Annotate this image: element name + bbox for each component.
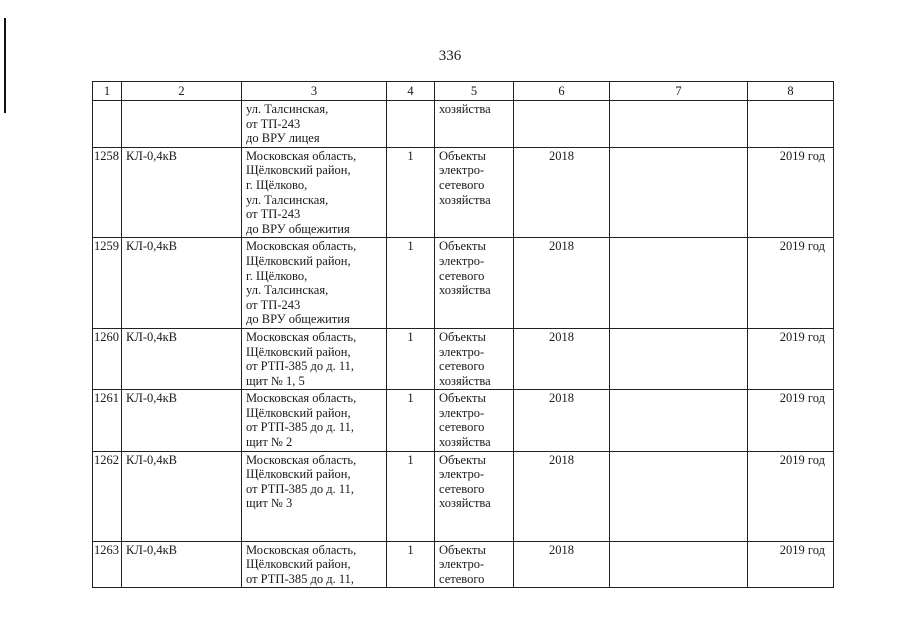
year-cell: 2018 — [514, 147, 610, 238]
category-cell — [435, 238, 514, 329]
deadline-cell — [748, 101, 834, 148]
category-cell-line: сетевого — [439, 481, 485, 496]
address-cell-line: Щёлковский район, — [246, 405, 351, 420]
column-header: 6 — [514, 82, 610, 101]
address-cell-line: от ТП-243 — [246, 207, 301, 222]
category-cell-line: электро- — [439, 405, 485, 420]
category-cell — [435, 541, 514, 588]
address-cell — [242, 541, 387, 588]
category-cell-line: Объекты — [439, 329, 486, 344]
category-cell — [435, 101, 514, 148]
table-row — [93, 101, 834, 148]
column-7-cell — [610, 147, 748, 238]
quantity-cell: 1 — [387, 238, 435, 329]
address-cell — [242, 390, 387, 451]
object-cell: КЛ-0,4кВ — [122, 541, 242, 588]
address-cell — [242, 147, 387, 238]
table-row — [93, 451, 834, 541]
deadline-cell: 2019 год — [748, 328, 834, 389]
row-number-cell: 1261 — [93, 390, 122, 451]
address-cell — [242, 238, 387, 329]
address-cell-line: от РТП-385 до д. 11, — [246, 571, 354, 586]
address-cell-line: Щёлковский район, — [246, 467, 351, 482]
category-cell-line: Объекты — [439, 542, 486, 557]
object-cell: КЛ-0,4кВ — [122, 451, 242, 541]
address-cell-line: щит № 3 — [246, 496, 293, 511]
address-cell-line: г. Щёлково, — [246, 268, 308, 283]
quantity-cell: 1 — [387, 147, 435, 238]
deadline-cell: 2019 год — [748, 390, 834, 451]
category-cell-line: электро- — [439, 163, 485, 178]
column-7-cell — [610, 390, 748, 451]
header-row — [93, 82, 834, 101]
category-cell — [435, 328, 514, 389]
address-cell-line: Московская область, — [246, 391, 357, 406]
category-cell-line: хозяйства — [439, 283, 491, 298]
address-cell-line: щит № 1, 5 — [246, 373, 305, 388]
table-row — [93, 390, 834, 451]
category-cell — [435, 451, 514, 541]
quantity-cell: 1 — [387, 541, 435, 588]
address-cell-line: Щёлковский район, — [246, 163, 351, 178]
address-cell-line: ул. Талсинская, — [246, 192, 329, 207]
year-cell: 2018 — [514, 238, 610, 329]
object-cell: КЛ-0,4кВ — [122, 238, 242, 329]
address-cell-line: щит № 2 — [246, 435, 293, 450]
address-cell-line: Московская область, — [246, 542, 357, 557]
table-row — [93, 541, 834, 588]
address-cell-line: от ТП-243 — [246, 297, 301, 312]
address-cell-line: от РТП-385 до д. 11, — [246, 420, 354, 435]
column-7-cell — [610, 451, 748, 541]
column-7-cell — [610, 328, 748, 389]
category-cell-line: Объекты — [439, 391, 486, 406]
column-header: 4 — [387, 82, 435, 101]
row-number-cell: 1259 — [93, 238, 122, 329]
object-cell: КЛ-0,4кВ — [122, 147, 242, 238]
address-cell-line: от РТП-385 до д. 11, — [246, 481, 354, 496]
table-row — [93, 328, 834, 389]
row-number-cell: 1263 — [93, 541, 122, 588]
address-cell-line: Щёлковский район, — [246, 557, 351, 572]
row-number-cell: 1262 — [93, 451, 122, 541]
address-cell-line: Московская область, — [246, 148, 357, 163]
category-cell-line: Объекты — [439, 239, 486, 254]
category-cell-line: сетевого — [439, 571, 485, 586]
column-7-cell — [610, 238, 748, 329]
address-cell-line: до ВРУ лицея — [246, 131, 320, 146]
column-7-cell — [610, 101, 748, 148]
category-cell-line: сетевого — [439, 177, 485, 192]
category-cell-line: электро- — [439, 253, 485, 268]
address-cell-line: от ТП-243 — [246, 116, 301, 131]
quantity-cell — [387, 101, 435, 148]
category-cell-line: хозяйства — [439, 102, 491, 116]
object-cell: КЛ-0,4кВ — [122, 328, 242, 389]
column-header: 8 — [748, 82, 834, 101]
object-cell: КЛ-0,4кВ — [122, 390, 242, 451]
category-cell-line: электро- — [439, 467, 485, 482]
quantity-cell: 1 — [387, 451, 435, 541]
column-header: 7 — [610, 82, 748, 101]
address-cell-line: до ВРУ общежития — [246, 221, 350, 236]
column-7-cell — [610, 541, 748, 588]
year-cell — [514, 101, 610, 148]
column-header: 1 — [93, 82, 122, 101]
address-cell-line: Московская область, — [246, 239, 357, 254]
category-cell-line: сетевого — [439, 420, 485, 435]
address-cell-line: ул. Талсинская, — [246, 283, 329, 298]
category-cell-line: хозяйства — [439, 496, 491, 511]
deadline-cell: 2019 год — [748, 147, 834, 238]
address-cell-line: до ВРУ общежития — [246, 312, 350, 327]
row-number-cell: 1260 — [93, 328, 122, 389]
column-header: 3 — [242, 82, 387, 101]
address-cell-line: ул. Талсинская, — [246, 102, 329, 116]
column-header: 2 — [122, 82, 242, 101]
address-cell-line: от РТП-385 до д. 11, — [246, 359, 354, 374]
quantity-cell: 1 — [387, 328, 435, 389]
category-cell-line: сетевого — [439, 268, 485, 283]
column-header: 5 — [435, 82, 514, 101]
category-cell-line: сетевого — [439, 359, 485, 374]
row-number-cell — [93, 101, 122, 148]
registry-table — [92, 81, 834, 588]
category-cell-line: хозяйства — [439, 373, 491, 388]
address-cell — [242, 451, 387, 541]
row-number-cell: 1258 — [93, 147, 122, 238]
table-row — [93, 147, 834, 238]
page-number: 336 — [438, 48, 462, 64]
address-cell-line: г. Щёлково, — [246, 177, 308, 192]
category-cell — [435, 390, 514, 451]
address-cell — [242, 101, 387, 148]
deadline-cell: 2019 год — [748, 238, 834, 329]
address-cell-line: Московская область, — [246, 452, 357, 467]
address-cell-line: Щёлковский район, — [246, 344, 351, 359]
address-cell-line: Щёлковский район, — [246, 253, 351, 268]
year-cell: 2018 — [514, 541, 610, 588]
margin-mark — [4, 18, 6, 113]
category-cell-line: Объекты — [439, 148, 486, 163]
category-cell-line: Объекты — [439, 452, 486, 467]
object-cell — [122, 101, 242, 148]
deadline-cell: 2019 год — [748, 451, 834, 541]
year-cell: 2018 — [514, 390, 610, 451]
year-cell: 2018 — [514, 328, 610, 389]
deadline-cell: 2019 год — [748, 541, 834, 588]
category-cell-line: электро- — [439, 557, 485, 572]
category-cell-line: хозяйства — [439, 192, 491, 207]
address-cell — [242, 328, 387, 389]
address-cell-line: Московская область, — [246, 329, 357, 344]
quantity-cell: 1 — [387, 390, 435, 451]
category-cell-line: электро- — [439, 344, 485, 359]
year-cell: 2018 — [514, 451, 610, 541]
table-row — [93, 238, 834, 329]
category-cell-line: хозяйства — [439, 435, 491, 450]
category-cell — [435, 147, 514, 238]
